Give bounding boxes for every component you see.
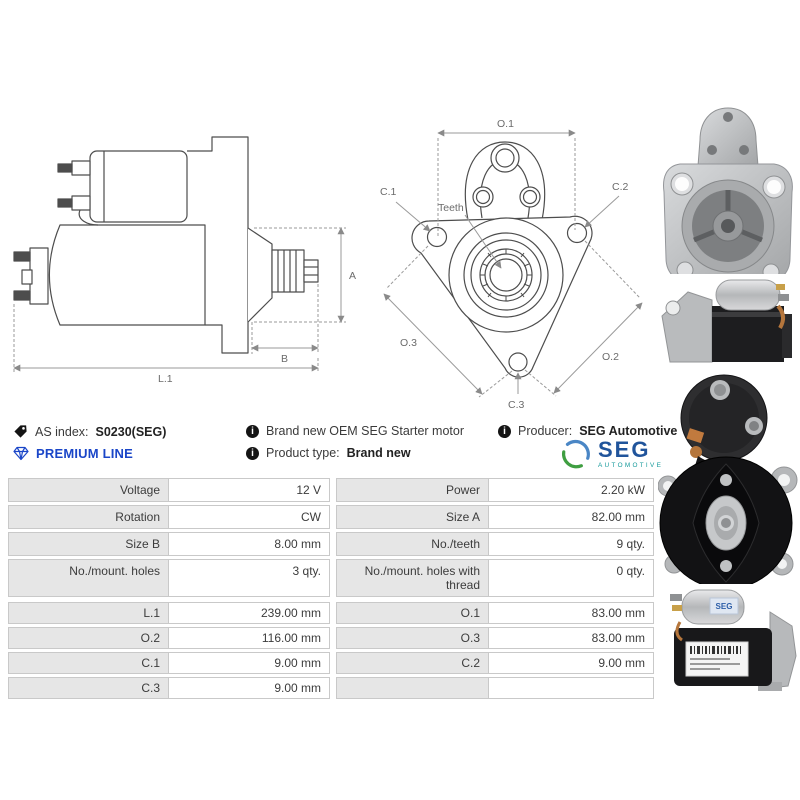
- dim-label-o2: O.2: [602, 351, 619, 363]
- product-type-row: [246, 446, 411, 460]
- spec-label: No./teeth: [336, 532, 488, 556]
- starter-front-photo: [658, 102, 798, 288]
- spec-value: 9.00 mm: [488, 652, 654, 674]
- table-row: [8, 677, 654, 699]
- starter-rear-photo: [658, 368, 798, 596]
- spec-value: CW: [168, 505, 330, 529]
- starter-side-label-photo: [658, 584, 798, 700]
- dim-label-c3: C.3: [508, 399, 525, 411]
- table-row: [8, 652, 654, 674]
- spec-label: C.1: [8, 652, 168, 674]
- table-row: [8, 559, 654, 597]
- product-photo-rear-view[interactable]: [658, 368, 798, 596]
- spec-value: 82.00 mm: [488, 505, 654, 529]
- seg-logo-subtext: AUTOMOTIVE: [598, 461, 664, 469]
- premium-line-row[interactable]: [13, 446, 133, 461]
- seg-logo-text: SEG: [598, 436, 651, 462]
- spec-value: 2.20 kW: [488, 478, 654, 502]
- spec-label: Power: [336, 478, 488, 502]
- spec-table: [8, 478, 654, 702]
- seg-automotive-logo: [560, 438, 663, 470]
- spec-value: [488, 677, 654, 699]
- spec-label: No./mount. holes with thread: [336, 559, 488, 597]
- producer-label: Producer:: [518, 424, 573, 438]
- premium-line-label: PREMIUM LINE: [36, 446, 134, 461]
- seg-ring-logo: [560, 438, 592, 470]
- side-view-svg: [8, 118, 358, 390]
- front-view-drawing[interactable]: [372, 98, 657, 413]
- spec-table-dimensions: [8, 602, 654, 699]
- spec-label: O.2: [8, 627, 168, 649]
- spec-label: No./mount. holes: [8, 559, 168, 597]
- spec-value: 239.00 mm: [168, 602, 330, 624]
- spec-label: Voltage: [8, 478, 168, 502]
- dim-label-teeth: Teeth: [438, 202, 464, 214]
- product-type-value: Brand new: [346, 446, 411, 460]
- product-type-label: Product type:: [266, 446, 340, 460]
- dim-label-c2: C.2: [612, 181, 629, 193]
- diamond-icon: [13, 446, 29, 461]
- as-index-row: [13, 424, 166, 439]
- table-row: [8, 602, 654, 624]
- spec-label: Size B: [8, 532, 168, 556]
- starter-side-photo: [658, 274, 798, 366]
- info-icon: [498, 425, 511, 438]
- spec-label: Rotation: [8, 505, 168, 529]
- tag-icon: [13, 424, 28, 439]
- spec-label: Size A: [336, 505, 488, 529]
- spec-label: L.1: [8, 602, 168, 624]
- info-icon: [246, 425, 259, 438]
- spec-value: 3 qty.: [168, 559, 330, 597]
- producer-row: [498, 424, 677, 438]
- product-photo-side-view-label[interactable]: [658, 584, 798, 700]
- spec-value: 116.00 mm: [168, 627, 330, 649]
- spec-value: 9.00 mm: [168, 652, 330, 674]
- product-photo-front-view[interactable]: [658, 102, 798, 288]
- spec-value: 9.00 mm: [168, 677, 330, 699]
- as-index-value: S0230(SEG): [95, 424, 167, 439]
- spec-value: 8.00 mm: [168, 532, 330, 556]
- dim-label-a: A: [349, 270, 357, 282]
- dim-label-c1: C.1: [380, 186, 397, 198]
- spec-label: C.3: [8, 677, 168, 699]
- product-photo-side-view[interactable]: [658, 274, 798, 366]
- dim-label-b: B: [281, 353, 289, 365]
- dim-label-o3: O.3: [400, 337, 417, 349]
- dim-label-o1: O.1: [497, 118, 514, 130]
- table-row: [8, 627, 654, 649]
- spec-value: 9 qty.: [488, 532, 654, 556]
- spec-label: C.2: [336, 652, 488, 674]
- front-view-svg: [372, 98, 657, 413]
- info-icon: [246, 447, 259, 460]
- side-view-drawing[interactable]: [8, 118, 358, 390]
- spec-label: [336, 677, 488, 699]
- dim-label-l1: L.1: [158, 373, 173, 385]
- spec-value: 83.00 mm: [488, 627, 654, 649]
- table-row: [8, 505, 654, 529]
- table-row: [8, 532, 654, 556]
- product-description: Brand new OEM SEG Starter motor: [266, 424, 464, 438]
- spec-value: 12 V: [168, 478, 330, 502]
- as-index-label: AS index:: [35, 424, 89, 439]
- spec-label: O.1: [336, 602, 488, 624]
- spec-value: 83.00 mm: [488, 602, 654, 624]
- seg-sticker-label: SEG: [715, 602, 733, 611]
- description-row: [246, 424, 464, 438]
- producer-value: SEG Automotive: [579, 424, 678, 438]
- spec-label: O.3: [336, 627, 488, 649]
- table-row: [8, 478, 654, 502]
- spec-value: 0 qty.: [488, 559, 654, 597]
